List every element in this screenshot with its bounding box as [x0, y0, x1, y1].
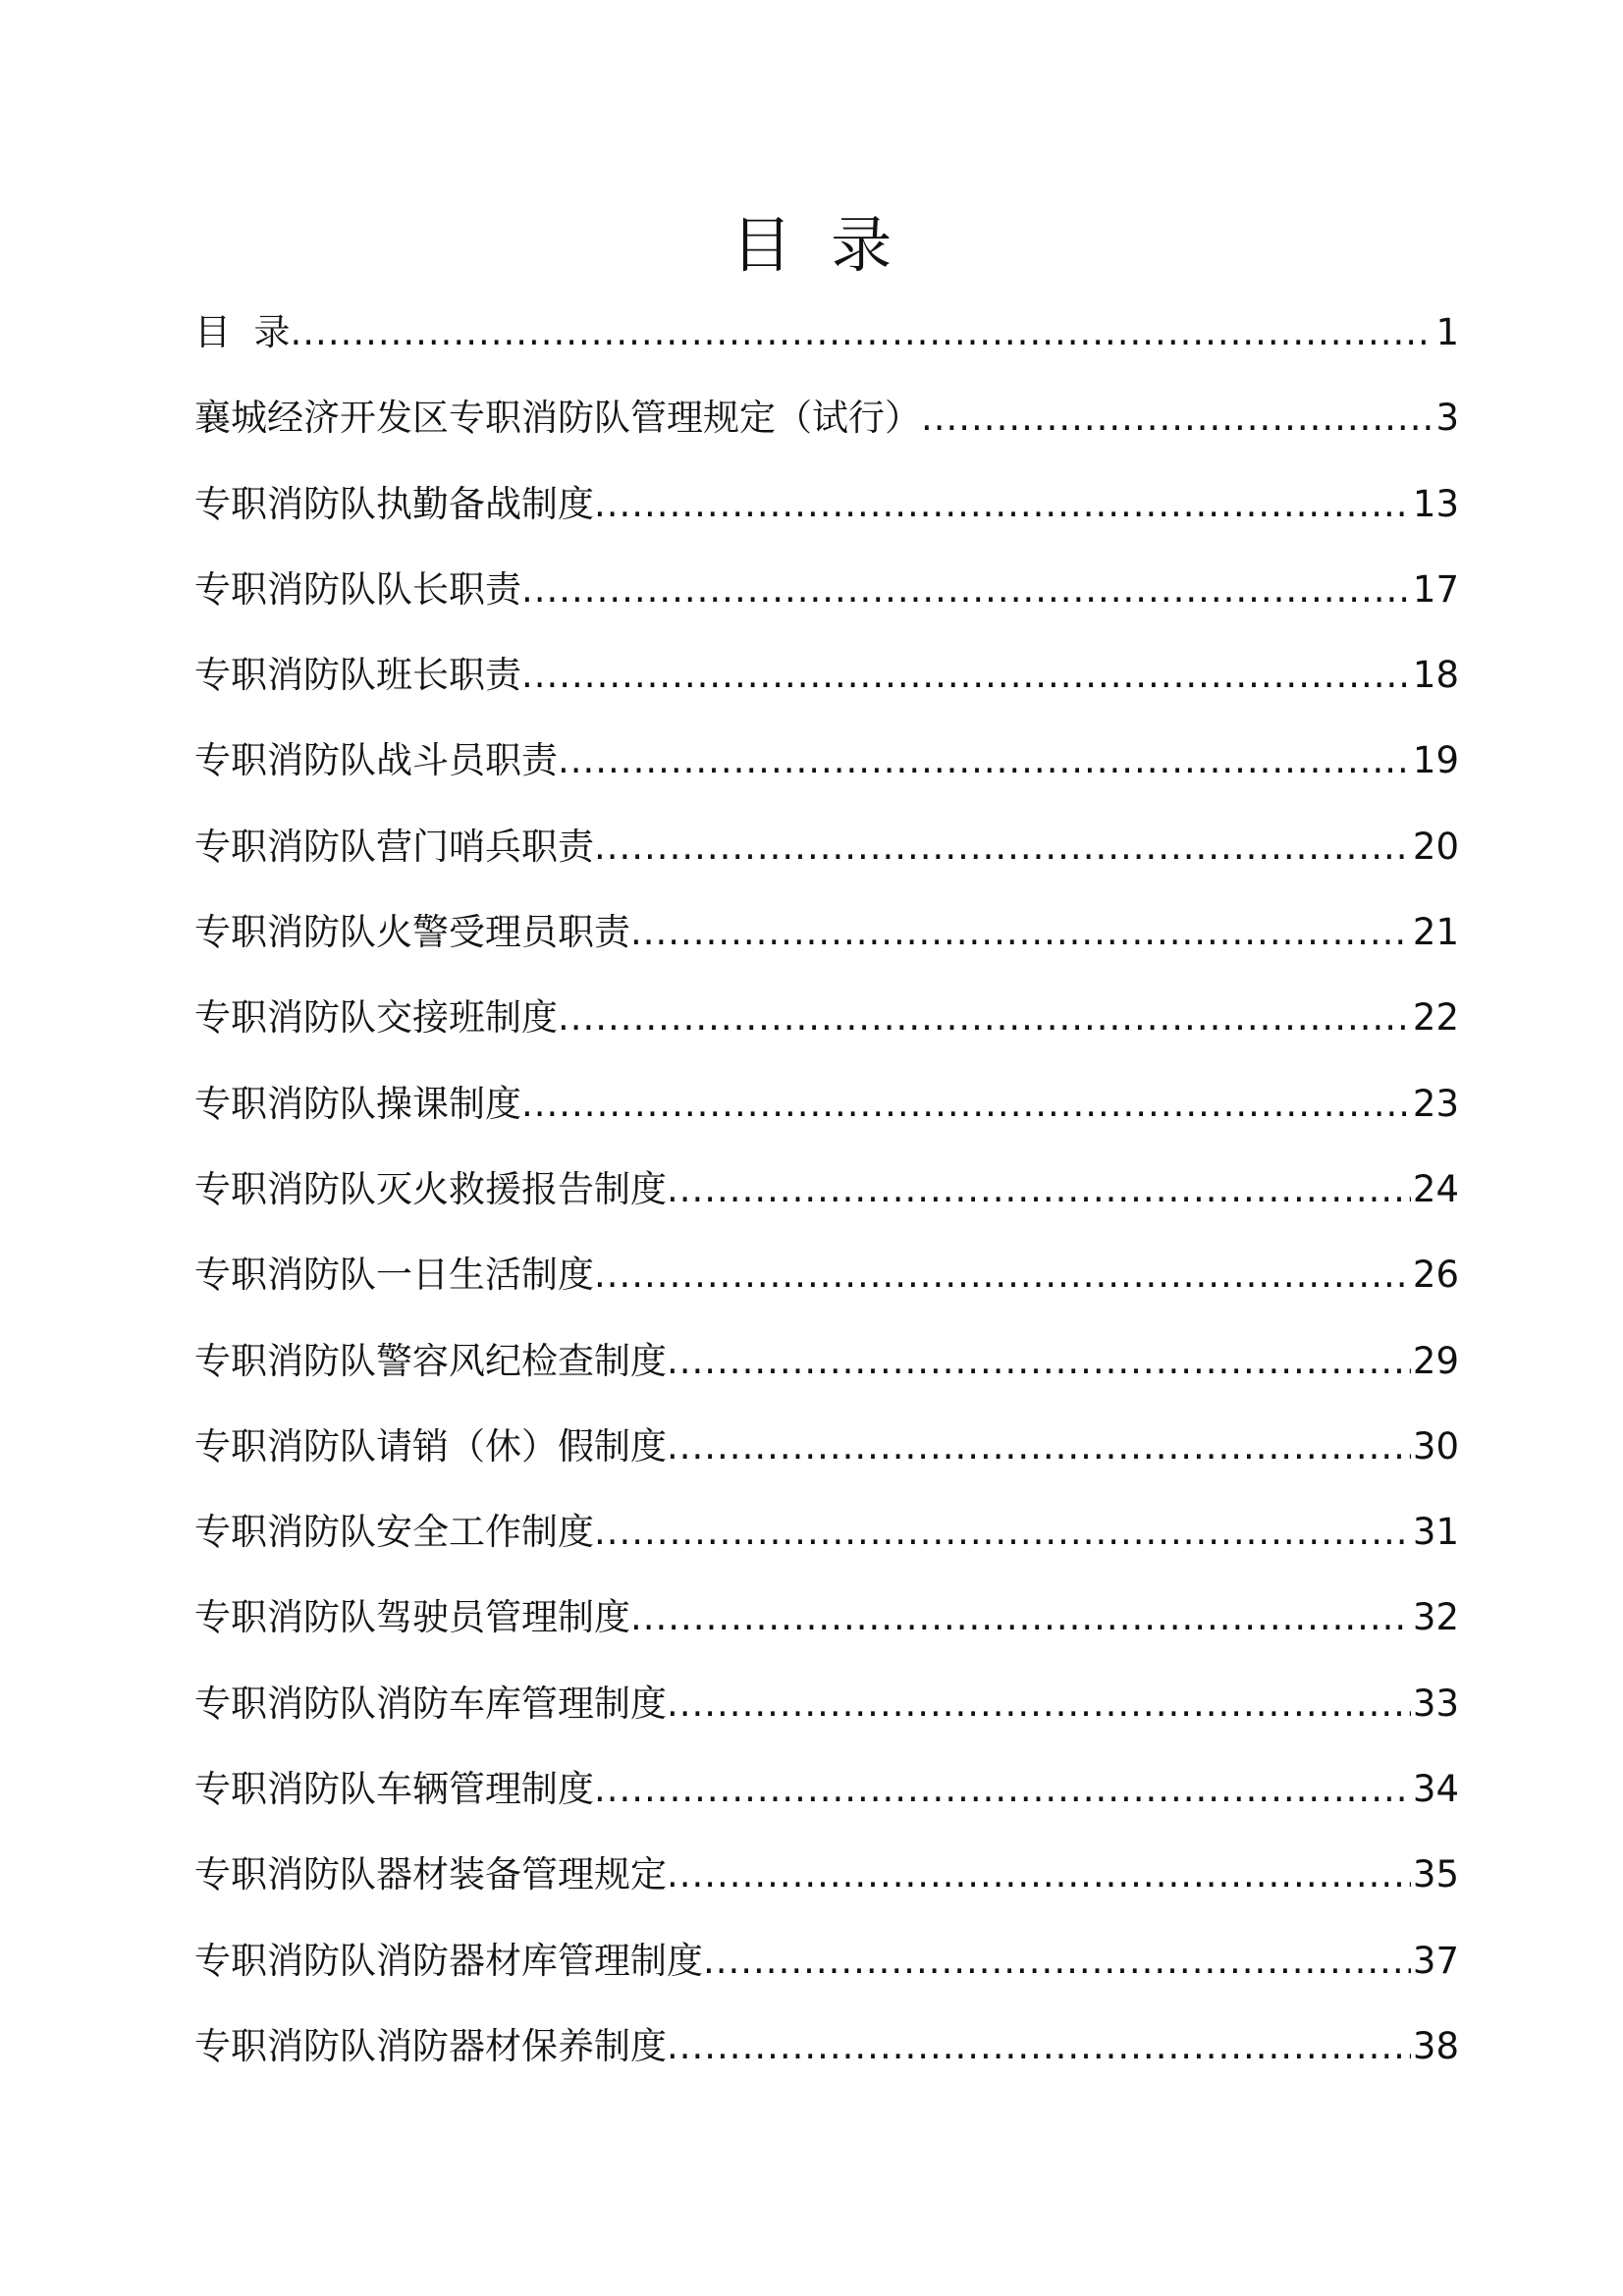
- toc-entry-label: 专职消防队消防车库管理制度: [194, 1682, 667, 1725]
- toc-leader-dots: [594, 804, 1411, 889]
- toc-entry-page: 26: [1412, 1254, 1459, 1297]
- toc-leader-dots: [521, 547, 1411, 632]
- toc-entry[interactable]: [194, 547, 1459, 632]
- toc-entry[interactable]: [194, 1918, 1459, 2003]
- toc-entry-label: 专职消防队交接班制度: [194, 996, 558, 1040]
- toc-entry-label: 襄城经济开发区专职消防队管理规定（试行）: [194, 397, 921, 440]
- toc-entry-label: 专职消防队驾驶员管理制度: [194, 1596, 630, 1639]
- toc-entry-page: 38: [1412, 2024, 1459, 2067]
- toc-entry[interactable]: [194, 1404, 1459, 1489]
- toc-leader-dots: [667, 1147, 1411, 1232]
- toc-leader-dots: [703, 1918, 1411, 2003]
- toc-entry[interactable]: [194, 1661, 1459, 1746]
- toc-entry-page: 24: [1412, 1167, 1459, 1210]
- toc-entry-page: 31: [1412, 1511, 1459, 1554]
- toc-entry[interactable]: [194, 1575, 1459, 1660]
- toc-leader-dots: [630, 1575, 1411, 1660]
- toc-entry-page: 32: [1412, 1596, 1459, 1639]
- toc-entry-page: 21: [1412, 911, 1459, 954]
- toc-entry-page: 34: [1412, 1768, 1459, 1811]
- toc-entry-page: 23: [1412, 1082, 1459, 1125]
- toc-leader-dots: [594, 1232, 1411, 1317]
- toc-entry-label: 专职消防队器材装备管理规定: [194, 1853, 667, 1896]
- toc-entry-label: 专职消防队班长职责: [194, 654, 521, 697]
- toc-entry[interactable]: [194, 290, 1459, 375]
- toc-entry-page: 19: [1412, 739, 1459, 782]
- toc-entry-page: 33: [1412, 1682, 1459, 1725]
- toc-entry-page: 37: [1412, 1939, 1459, 1982]
- toc-entry-label: 专职消防队战斗员职责: [194, 739, 558, 782]
- table-of-contents: [194, 290, 1459, 2089]
- toc-entry[interactable]: [194, 1832, 1459, 1917]
- toc-entry-label: 目 录: [194, 311, 291, 353]
- toc-entry-label: 专职消防队车辆管理制度: [194, 1768, 594, 1811]
- toc-entry-page: 22: [1412, 996, 1459, 1040]
- toc-entry-page: 30: [1412, 1424, 1459, 1468]
- toc-leader-dots: [667, 2003, 1411, 2089]
- toc-entry-label: 专职消防队警容风纪检查制度: [194, 1339, 667, 1382]
- toc-leader-dots: [667, 1832, 1411, 1917]
- toc-leader-dots: [667, 1404, 1411, 1489]
- toc-entry-label: 专职消防队火警受理员职责: [194, 911, 630, 954]
- toc-entry-label: 专职消防队一日生活制度: [194, 1254, 594, 1297]
- document-title: 目 录: [730, 209, 893, 281]
- toc-leader-dots: [921, 375, 1434, 460]
- toc-entry[interactable]: [194, 2003, 1459, 2089]
- toc-leader-dots: [558, 718, 1411, 803]
- toc-entry-label: 专职消防队安全工作制度: [194, 1511, 594, 1554]
- toc-entry-page: 17: [1412, 567, 1459, 611]
- toc-entry-page: 13: [1412, 482, 1459, 525]
- toc-entry-label: 专职消防队消防器材库管理制度: [194, 1939, 703, 1982]
- toc-leader-dots: [521, 1061, 1411, 1147]
- toc-entry-label: 专职消防队消防器材保养制度: [194, 2024, 667, 2067]
- toc-entry-label: 专职消防队执勤备战制度: [194, 482, 594, 525]
- toc-entry[interactable]: [194, 1232, 1459, 1317]
- toc-leader-dots: [594, 461, 1411, 547]
- toc-leader-dots: [667, 1661, 1411, 1746]
- toc-leader-dots: [667, 1318, 1411, 1404]
- toc-entry[interactable]: [194, 804, 1459, 889]
- toc-leader-dots: [594, 1489, 1411, 1575]
- toc-leader-dots: [558, 975, 1411, 1060]
- toc-entry-label: 专职消防队营门哨兵职责: [194, 825, 594, 868]
- toc-entry[interactable]: [194, 975, 1459, 1060]
- toc-entry-page: 1: [1435, 311, 1459, 353]
- toc-entry-page: 3: [1435, 397, 1459, 440]
- toc-leader-dots: [594, 1746, 1411, 1832]
- toc-entry-page: 18: [1412, 654, 1459, 697]
- toc-entry-page: 29: [1412, 1339, 1459, 1382]
- toc-entry-label: 专职消防队队长职责: [194, 567, 521, 611]
- toc-entry[interactable]: [194, 1147, 1459, 1232]
- toc-entry-page: 20: [1412, 825, 1459, 868]
- toc-entry-label: 专职消防队操课制度: [194, 1082, 521, 1125]
- toc-leader-dots: [291, 290, 1434, 375]
- toc-entry[interactable]: [194, 461, 1459, 547]
- toc-entry[interactable]: [194, 889, 1459, 975]
- toc-entry-label: 专职消防队请销（休）假制度: [194, 1424, 667, 1468]
- toc-entry[interactable]: [194, 1318, 1459, 1404]
- toc-entry-label: 专职消防队灭火救援报告制度: [194, 1167, 667, 1210]
- toc-leader-dots: [630, 889, 1411, 975]
- toc-entry[interactable]: [194, 1061, 1459, 1147]
- toc-entry[interactable]: [194, 1746, 1459, 1832]
- toc-entry[interactable]: [194, 1489, 1459, 1575]
- toc-leader-dots: [521, 632, 1411, 718]
- toc-entry-page: 35: [1412, 1853, 1459, 1896]
- toc-entry[interactable]: [194, 375, 1459, 460]
- toc-entry[interactable]: [194, 632, 1459, 718]
- toc-entry[interactable]: [194, 718, 1459, 803]
